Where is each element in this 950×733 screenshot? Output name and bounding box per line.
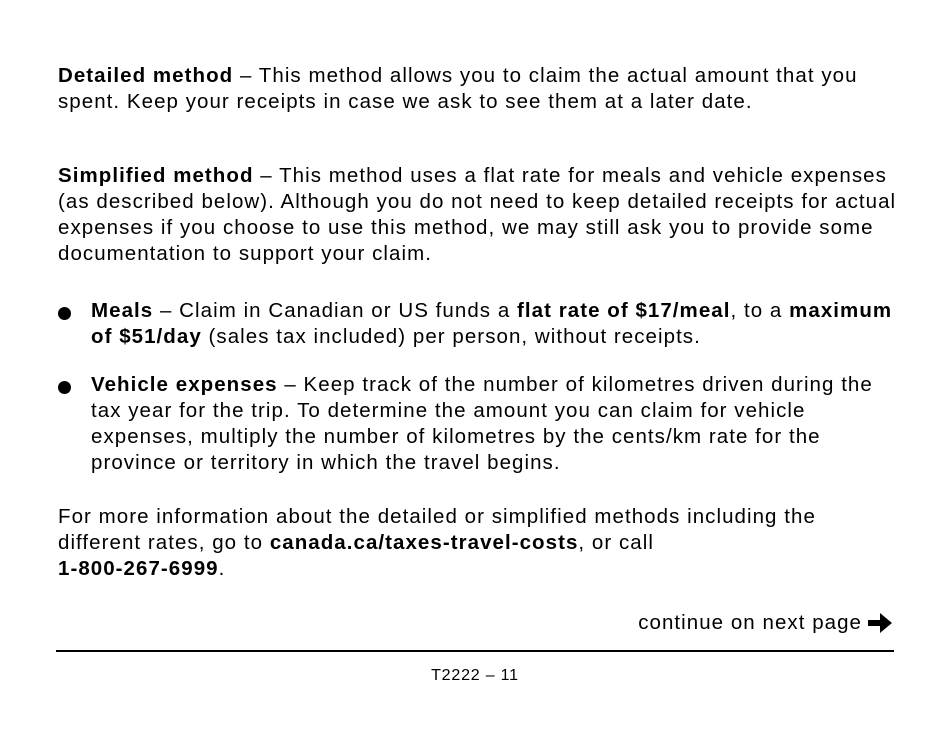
more-info-text: .	[218, 557, 226, 580]
phone-number: 1-800-267-6999	[58, 557, 219, 580]
more-info-paragraph	[58, 504, 898, 582]
meals-text-part: (sales tax included) per person, without receipts.	[201, 325, 701, 348]
meals-text	[91, 298, 901, 350]
meals-text-part: , to a	[730, 299, 790, 322]
detailed-method-paragraph	[58, 63, 898, 115]
continue-label: continue on next page	[638, 611, 862, 634]
vehicle-expenses-term: Vehicle expenses	[91, 373, 278, 396]
detailed-method-term: Detailed method	[58, 64, 234, 87]
continue-next-page	[638, 610, 894, 636]
more-info-text: , or call	[578, 531, 654, 554]
vehicle-expenses-text	[91, 372, 901, 476]
detailed-method-text: – This method allows you to claim the actual amount that you spent. Keep your receipts in case we ask to see them at a later date.	[58, 64, 858, 113]
meals-text-part: – Claim in Canadian or US funds a	[153, 299, 518, 322]
more-info-text: For more information about the detailed or simplified methods including the different rates, go to	[58, 505, 816, 554]
simplified-method-text: – This method uses a flat rate for meals and vehicle expenses (as described below). Although you do not need to keep detailed receipts for actual expenses if you choose to use this method, we may still ask you to provide some documentation to support your claim.	[58, 164, 897, 265]
vehicle-expenses-body: – Keep track of the number of kilometres driven during the tax year for the trip. To determine the amount you can claim for vehicle expenses, multiply the number of kilometres by the cents/km rate for the province or territory in which the travel begins.	[91, 373, 873, 474]
meals-term: Meals	[91, 299, 154, 322]
meals-maximum: maximum of $51/day	[91, 299, 893, 348]
page-footer: T2222 – 11	[431, 667, 519, 684]
simplified-method-term: Simplified method	[58, 164, 254, 187]
bullet-dot-icon	[58, 381, 71, 394]
meals-flat-rate: flat rate of $17/meal	[517, 299, 731, 322]
arrow-right-icon	[866, 610, 894, 636]
footer-divider	[56, 650, 894, 652]
bullet-dot-icon	[58, 307, 71, 320]
simplified-method-paragraph	[58, 163, 898, 267]
travel-costs-link[interactable]: canada.ca/taxes-travel-costs	[269, 531, 579, 554]
